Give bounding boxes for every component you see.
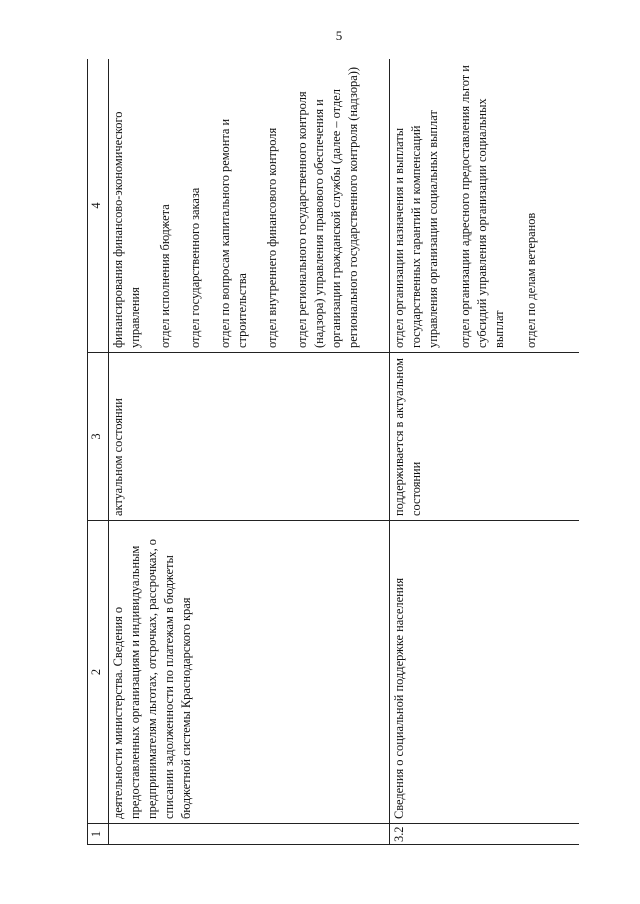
department-item: отдел внутреннего финансового контроля — [264, 127, 279, 348]
row-state — [109, 353, 390, 521]
state-text: поддерживается в актуальном состоянии — [392, 358, 423, 516]
department-item: отдел государственного заказа — [187, 187, 202, 348]
row-departments — [109, 59, 390, 353]
header-col-4: 4 — [88, 59, 109, 353]
department-item: отдел регионального государственного контроля (надзора) управления правового обеспечения и организации гражданской службы (далее – отдел регионального государственного контроля (надзора)) — [294, 67, 360, 348]
info-table — [87, 59, 579, 845]
department-item: отдел по вопросам капитального ремонта и строительства — [217, 118, 249, 348]
table-row — [390, 59, 580, 845]
department-item: финансирования финансово-экономического управления — [111, 111, 142, 348]
header-col-1: 1 — [88, 824, 109, 845]
row-number: 3.2 — [390, 824, 580, 845]
page-number: 5 — [335, 28, 343, 43]
state-text: актуальном состоянии — [111, 398, 125, 516]
row-state — [390, 353, 580, 521]
table-frame — [87, 59, 579, 845]
table-row — [109, 59, 390, 845]
department-item: отдел по делам ветеранов — [523, 212, 538, 348]
header-col-3: 3 — [88, 353, 109, 521]
department-item: отдел организации назначения и выплаты государственных гарантий и компенсаций управления организации социальных выплат — [392, 110, 440, 348]
row-description — [109, 521, 390, 824]
description-text: Сведения о социальной поддержке населения — [392, 577, 406, 819]
table-header-row — [88, 59, 109, 845]
row-number — [109, 824, 390, 845]
row-departments — [390, 59, 580, 353]
department-item: отдел исполнения бюджета — [157, 204, 172, 348]
header-col-2: 2 — [88, 521, 109, 824]
row-description — [390, 521, 580, 824]
department-item: отдел организации адресного предоставления льгот и субсидий управления организации социальных выплат — [457, 65, 506, 348]
rotated-table-container — [87, 59, 579, 845]
description-text: деятельности министерства. Сведения о предоставленных организациям и индивидуальным предпринимателям льготах, отсрочках, рассрочках, о списании задолженности по платежам в бюджеты бюджетной системы Краснодарского края — [111, 539, 193, 819]
